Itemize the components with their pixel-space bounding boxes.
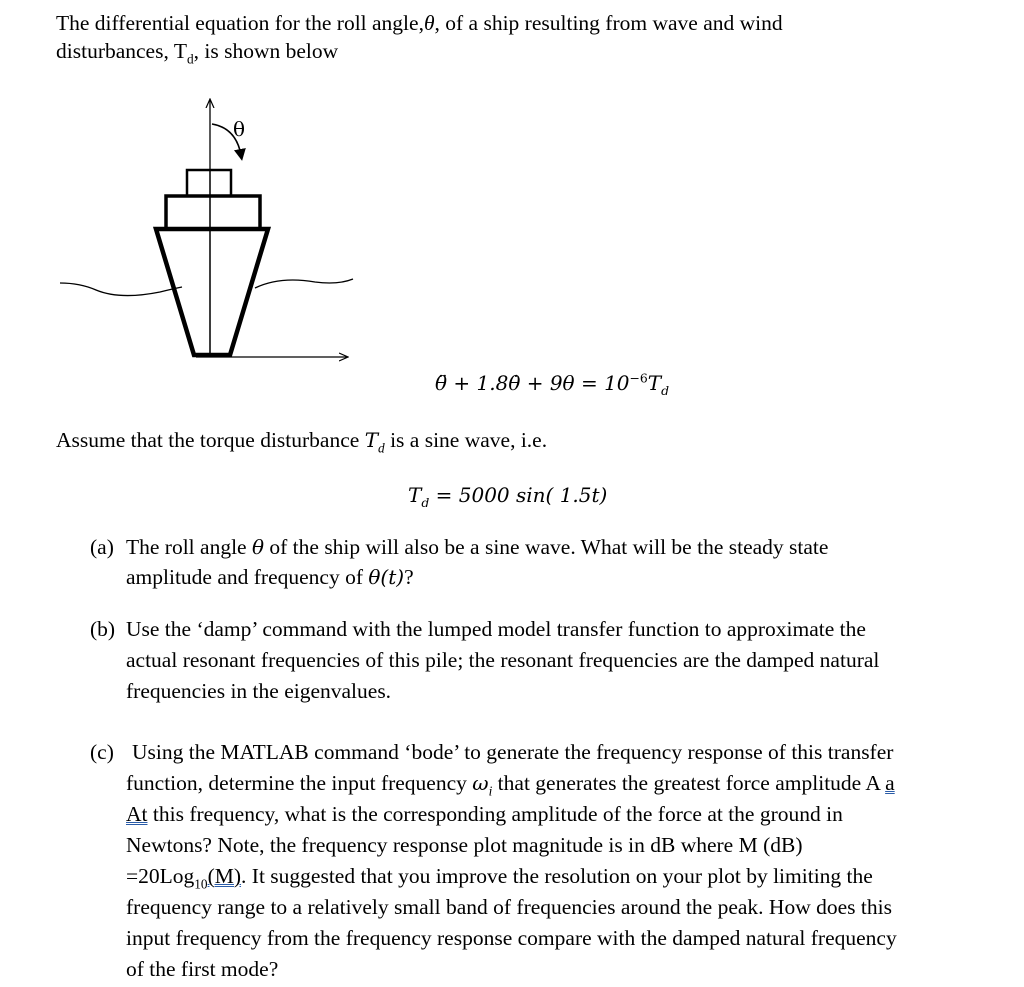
part-c-text: this frequency, what is the corresponding amplitude of the force at the ground in [147,802,843,826]
underlined-text: (M) [207,864,242,888]
subscript: 10 [194,876,208,892]
equation-rhs: = 5000 sin( 1.5t) [429,483,608,507]
part-c-line-4: Newtons? Note, the frequency response plot magnitude is in dB where M (dB) [126,833,803,857]
theta-of-t: θ(t) [368,565,405,589]
subscript: d [186,51,194,67]
ship-cabin [187,170,231,196]
part-c-text: function, determine the input frequency [126,771,473,795]
part-c-label: (c) [90,740,114,764]
part-c-line-6: frequency range to a relatively small band of frequencies around the peak. How does this [126,895,892,919]
intro-text: The differential equation for the roll angle, [56,11,424,35]
omega-symbol: ω [472,771,489,795]
wave-line-right [255,279,353,288]
assume-line [56,425,547,456]
torque-var: T [364,428,379,452]
exponent: −6 [629,370,648,386]
underlined-text: At [126,802,148,826]
assume-text: is a sine wave, i.e. [384,428,548,452]
underlined-text: a [885,771,895,795]
part-a-line-1 [126,532,828,563]
part-b-line-3: frequencies in the eigenvalues. [126,679,392,703]
part-c-line-8: of the first mode? [126,957,279,981]
theta-symbol: θ [251,535,265,559]
subscript: d [378,440,385,456]
part-a-label: (a) [90,535,114,559]
roll-equation [435,368,669,399]
wave-line-left [60,283,182,296]
part-c-line-2 [126,768,895,799]
theta-symbol: θ [423,11,435,35]
part-c-text: . It suggested that you improve the resolution on your plot by limiting the [241,864,873,888]
subscript: i [488,783,493,799]
ship-hull [156,229,268,355]
equation-lhs: θ̈ + 1.8θ̇ + 9θ = 10 [435,371,630,395]
subscript: d [421,495,430,510]
part-c-line-3 [126,799,843,830]
part-c-text: that generates the greatest force amplitude A [492,771,886,795]
part-c-line-5 [126,861,873,892]
intro-text: , is shown below [193,39,339,63]
intro-text: disturbances, T [56,39,187,63]
part-a-text: amplitude and frequency of [126,565,369,589]
intro-text: , of a ship resulting from wave and wind [434,11,783,35]
part-b-line-2: actual resonant frequencies of this pile; the resonant frequencies are the damped natural [126,648,880,672]
ship-deck [166,196,260,229]
torque-var: T [408,483,422,507]
part-a-line-2 [126,562,414,593]
part-b-label: (b) [90,617,116,641]
part-a-text: ? [404,565,414,589]
part-a-text: The roll angle [126,535,252,559]
theta-label: θ [233,117,246,141]
part-a-text: of the ship will also be a sine wave. What will be the steady state [264,535,829,559]
part-b-line-1: Use the ‘damp’ command with the lumped model transfer function to approximate the [126,617,866,641]
assume-text: Assume that the torque disturbance [56,428,365,452]
part-c-line-7: input frequency from the frequency response compare with the damped natural frequency [126,926,897,950]
part-c-text: =20Log [126,864,195,888]
subscript: d [661,383,670,398]
part-c-line-1: Using the MATLAB command ‘bode’ to generate the frequency response of this transfer [132,740,894,764]
equation-var: T [647,371,662,395]
torque-equation [408,480,607,511]
